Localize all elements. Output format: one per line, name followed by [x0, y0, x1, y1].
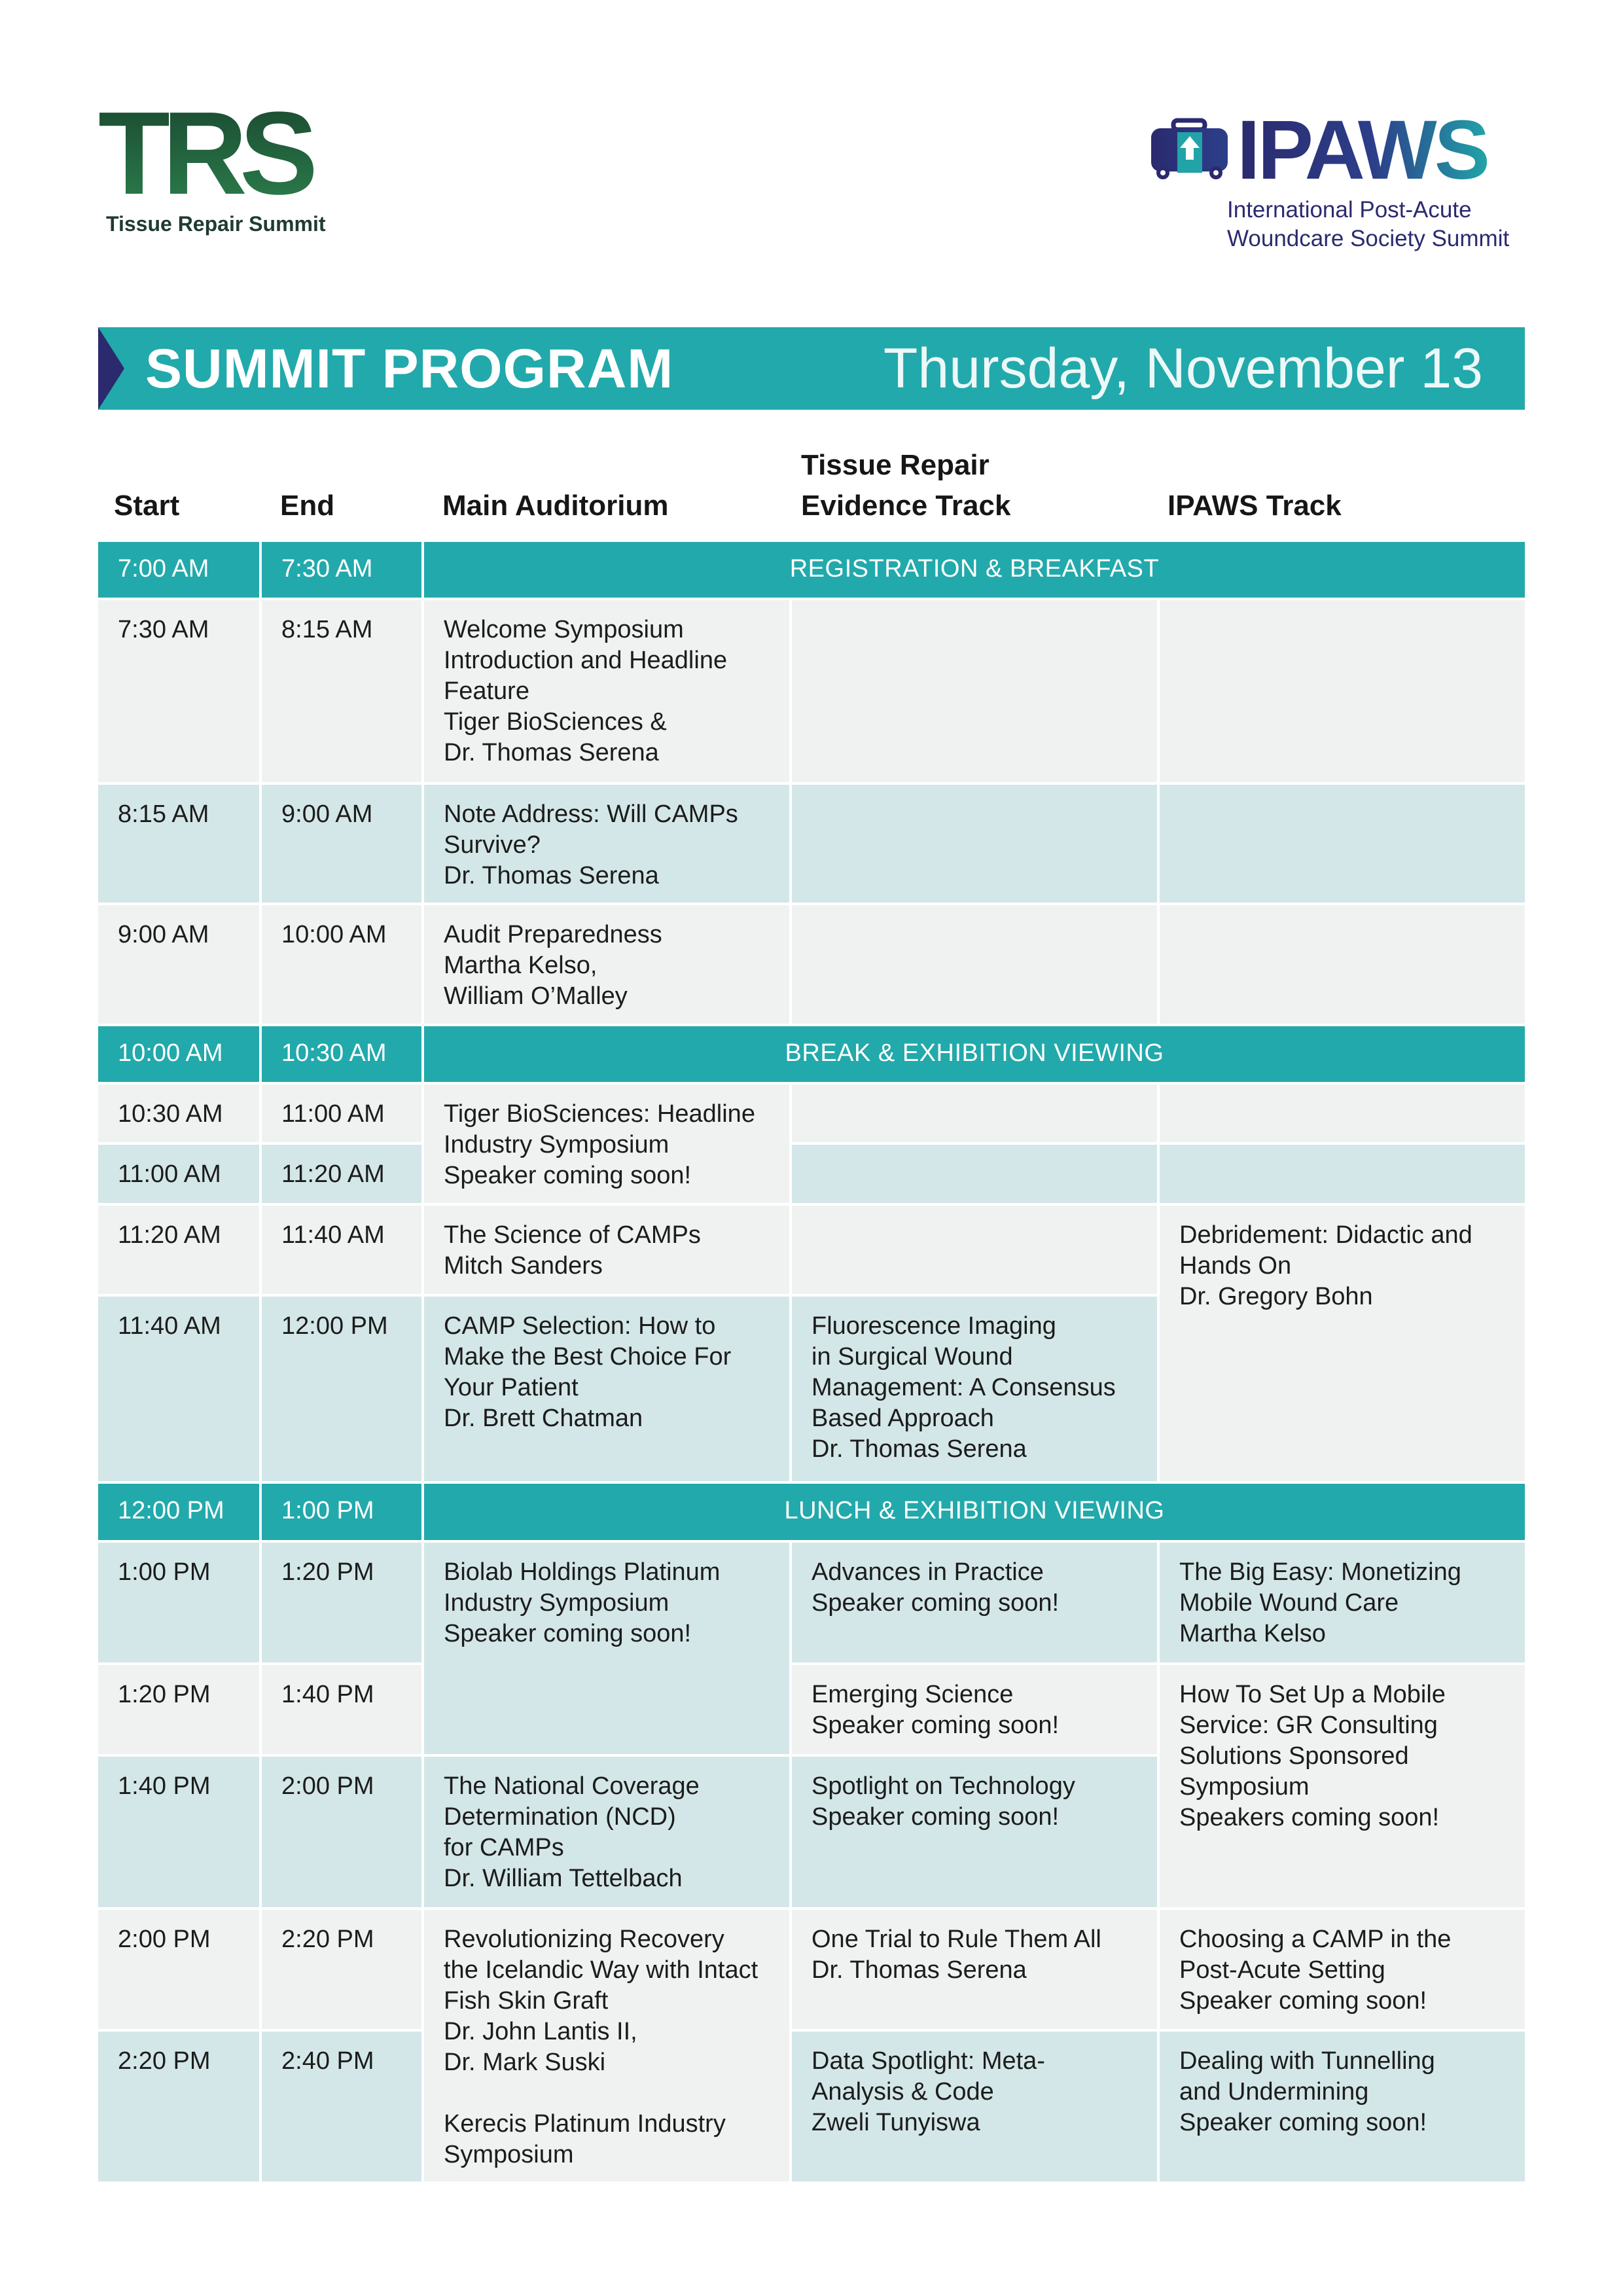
time-end-cell: 1:40 PM: [262, 1665, 421, 1754]
cell-line: Post-Acute Setting: [1179, 1956, 1385, 1984]
cell-line: Zweli Tunyiswa: [812, 2109, 980, 2136]
session-span-cell: LUNCH & EXHIBITION VIEWING: [424, 1484, 1525, 1540]
session-main: [424, 1910, 789, 2181]
time-start-cell: 2:20 PM: [98, 2032, 259, 2181]
cell-line: and Undermining: [1179, 2078, 1369, 2106]
cell-line: The National Coverage: [444, 1772, 700, 1800]
time-start-cell: 8:15 AM: [98, 785, 259, 903]
time-end-cell: 10:30 AM: [262, 1026, 421, 1082]
time-end-cell: 2:20 PM: [262, 1910, 421, 2029]
session-main: [424, 1543, 789, 1754]
session-tissue: [792, 2032, 1157, 2181]
trs-logo-wordmark: TRS: [98, 105, 360, 203]
cell-line: Dr. Thomas Serena: [444, 862, 659, 889]
session-span-cell: REGISTRATION & BREAKFAST: [424, 542, 1525, 598]
cell-line: Dr. Thomas Serena: [812, 1435, 1027, 1463]
session-ipaws: [1160, 1910, 1525, 2029]
session-tissue: [792, 1085, 1157, 1142]
cell-line: Martha Kelso,: [444, 952, 597, 979]
cell-line: Hands On: [1179, 1252, 1292, 1280]
ipaws-logo: [1149, 103, 1528, 259]
cell-line: the Icelandic Way with Intact: [444, 1956, 758, 1984]
cell-line: Speaker coming soon!: [1179, 1987, 1427, 2015]
cell-line: Fluorescence Imaging: [812, 1312, 1056, 1340]
cell-line: Dr. Gregory Bohn: [1179, 1283, 1373, 1310]
session-ipaws: [1160, 2032, 1525, 2181]
ipaws-logo-wordmark: IPAWS: [1237, 103, 1488, 197]
banner-chevron-icon: [98, 327, 124, 410]
schedule-header: [98, 432, 1525, 537]
cell-line: How To Set Up a Mobile: [1179, 1681, 1446, 1708]
cell-line: Choosing a CAMP in the: [1179, 1926, 1452, 1953]
cell-line: Welcome Symposium: [444, 616, 684, 643]
column-header-end: End: [280, 490, 335, 522]
time-start-cell: 2:00 PM: [98, 1910, 259, 2029]
cell-line: Dr. Mark Suski: [444, 2049, 606, 2076]
session-ipaws: [1160, 1543, 1525, 1662]
cell-line: William O’Malley: [444, 982, 628, 1010]
cell-line: Dr. Brett Chatman: [444, 1405, 643, 1432]
cell-line: Analysis & Code: [812, 2078, 994, 2106]
cell-line: Debridement: Didactic and: [1179, 1221, 1472, 1249]
cell-line: Dealing with Tunnelling: [1179, 2047, 1435, 2075]
trs-logo: [98, 88, 360, 242]
cell-line: Note Address: Will CAMPs: [444, 800, 738, 828]
time-end-cell: 1:20 PM: [262, 1543, 421, 1662]
time-end-cell: 11:40 AM: [262, 1206, 421, 1294]
time-start-cell: 10:30 AM: [98, 1085, 259, 1142]
time-end-cell: 12:00 PM: [262, 1297, 421, 1481]
cell-line: Dr. Thomas Serena: [812, 1956, 1027, 1984]
time-end-cell: 10:00 AM: [262, 905, 421, 1024]
ipaws-logo-subtitle-2: Woundcare Society Summit: [1227, 226, 1510, 251]
session-tissue: [792, 785, 1157, 903]
time-start-cell: 11:40 AM: [98, 1297, 259, 1481]
cell-line: Speaker coming soon!: [444, 1162, 692, 1189]
session-tissue: [792, 1757, 1157, 1907]
cell-line: Dr. John Lantis II,: [444, 2018, 637, 2045]
cell-line: Tiger BioSciences: Headline: [444, 1100, 755, 1128]
cell-line: Introduction and Headline: [444, 647, 728, 674]
time-end-cell: 2:40 PM: [262, 2032, 421, 2181]
cell-line: Make the Best Choice For: [444, 1343, 732, 1371]
cell-line: Speaker coming soon!: [1179, 2109, 1427, 2136]
column-header-start: Start: [114, 490, 180, 522]
cell-line: Fish Skin Graft: [444, 1987, 609, 2015]
session-tissue: [792, 1297, 1157, 1481]
cell-line: Dr. Thomas Serena: [444, 739, 659, 766]
cell-line: Mitch Sanders: [444, 1252, 603, 1280]
session-tissue: [792, 1543, 1157, 1662]
cell-line: Revolutionizing Recovery: [444, 1926, 724, 1953]
program-date: Thursday, November 13: [883, 337, 1483, 400]
session-ipaws: [1160, 1206, 1525, 1481]
session-main: [424, 905, 789, 1024]
cell-line: Management: A Consensus: [812, 1374, 1116, 1401]
session-tissue: [792, 1145, 1157, 1203]
session-main: [424, 600, 789, 782]
time-start-cell: 1:20 PM: [98, 1665, 259, 1754]
cell-line: Survive?: [444, 831, 541, 859]
cell-line: Industry Symposium: [444, 1589, 669, 1617]
column-header-tissue-repair: Tissue Repair Evidence Track: [801, 449, 1011, 522]
session-main: [424, 785, 789, 903]
cell-line: Speaker coming soon!: [812, 1589, 1060, 1617]
cell-line: Service: GR Consulting: [1179, 1712, 1438, 1739]
session-ipaws: [1160, 785, 1525, 903]
session-ipaws: [1160, 1145, 1525, 1203]
cell-line: Biolab Holdings Platinum: [444, 1558, 721, 1586]
session-tissue: [792, 905, 1157, 1024]
cell-line: in Surgical Wound: [812, 1343, 1013, 1371]
cell-line: Feature: [444, 677, 529, 705]
session-span-cell: BREAK & EXHIBITION VIEWING: [424, 1026, 1525, 1082]
cell-line: Speaker coming soon!: [812, 1712, 1060, 1739]
time-start-cell: 1:40 PM: [98, 1757, 259, 1907]
time-end-cell: 9:00 AM: [262, 785, 421, 903]
cell-line: Your Patient: [444, 1374, 579, 1401]
session-main: [424, 1085, 789, 1203]
cell-line: Speakers coming soon!: [1179, 1804, 1440, 1831]
time-start-cell: 7:30 AM: [98, 600, 259, 782]
time-end-cell: 8:15 AM: [262, 600, 421, 782]
cell-line: Martha Kelso: [1179, 1620, 1326, 1647]
cell-line: Mobile Wound Care: [1179, 1589, 1399, 1617]
cell-line: Speaker coming soon!: [812, 1803, 1060, 1831]
program-banner: [98, 327, 1525, 410]
cell-line: for CAMPs: [444, 1834, 564, 1861]
session-main: [424, 1206, 789, 1294]
cell-line: The Science of CAMPs: [444, 1221, 701, 1249]
cell-line: Symposium: [1179, 1773, 1310, 1801]
session-ipaws: [1160, 1665, 1525, 1907]
cell-line: Symposium: [444, 2141, 574, 2168]
ipaws-logo-subtitle-1: International Post-Acute: [1227, 197, 1472, 223]
session-tissue: [792, 1910, 1157, 2029]
session-tissue: [792, 600, 1157, 782]
session-ipaws: [1160, 600, 1525, 782]
time-start-cell: 7:00 AM: [98, 542, 259, 598]
session-main: [424, 1297, 789, 1481]
time-start-cell: 9:00 AM: [98, 905, 259, 1024]
session-main: [424, 1757, 789, 1907]
cell-line: Determination (NCD): [444, 1803, 676, 1831]
column-header-ipaws-track: IPAWS Track: [1168, 490, 1342, 522]
cell-line: Based Approach: [812, 1405, 994, 1432]
time-start-cell: 12:00 PM: [98, 1484, 259, 1540]
column-header-main-auditorium: Main Auditorium: [442, 490, 669, 522]
time-start-cell: 11:00 AM: [98, 1145, 259, 1203]
time-start-cell: 11:20 AM: [98, 1206, 259, 1294]
cell-line: Advances in Practice: [812, 1558, 1044, 1586]
time-end-cell: 1:00 PM: [262, 1484, 421, 1540]
time-end-cell: 11:00 AM: [262, 1085, 421, 1142]
time-end-cell: 7:30 AM: [262, 542, 421, 598]
cell-line: Industry Symposium: [444, 1131, 669, 1158]
cell-line: Emerging Science: [812, 1681, 1014, 1708]
time-start-cell: 10:00 AM: [98, 1026, 259, 1082]
session-tissue: [792, 1206, 1157, 1294]
cell-line: One Trial to Rule Them All: [812, 1926, 1101, 1953]
cell-line: Tiger BioSciences &: [444, 708, 667, 736]
session-tissue: [792, 1665, 1157, 1754]
cell-line: Speaker coming soon!: [444, 1620, 692, 1647]
time-start-cell: 1:00 PM: [98, 1543, 259, 1662]
cell-line: Solutions Sponsored: [1179, 1742, 1409, 1770]
session-ipaws: [1160, 1085, 1525, 1142]
medical-bag-icon: [1149, 118, 1230, 183]
time-end-cell: 2:00 PM: [262, 1757, 421, 1907]
trs-logo-subtitle: Tissue Repair Summit: [106, 212, 326, 236]
page-title: SUMMIT PROGRAM: [145, 338, 674, 399]
cell-line: Dr. William Tettelbach: [444, 1865, 683, 1892]
cell-line: Spotlight on Technology: [812, 1772, 1075, 1800]
cell-line: The Big Easy: Monetizing: [1179, 1558, 1461, 1586]
session-ipaws: [1160, 905, 1525, 1024]
cell-line: CAMP Selection: How to: [444, 1312, 716, 1340]
cell-line: Data Spotlight: Meta-: [812, 2047, 1045, 2075]
cell-line: Kerecis Platinum Industry: [444, 2110, 726, 2138]
cell-line: Audit Preparedness: [444, 921, 662, 948]
time-end-cell: 11:20 AM: [262, 1145, 421, 1203]
